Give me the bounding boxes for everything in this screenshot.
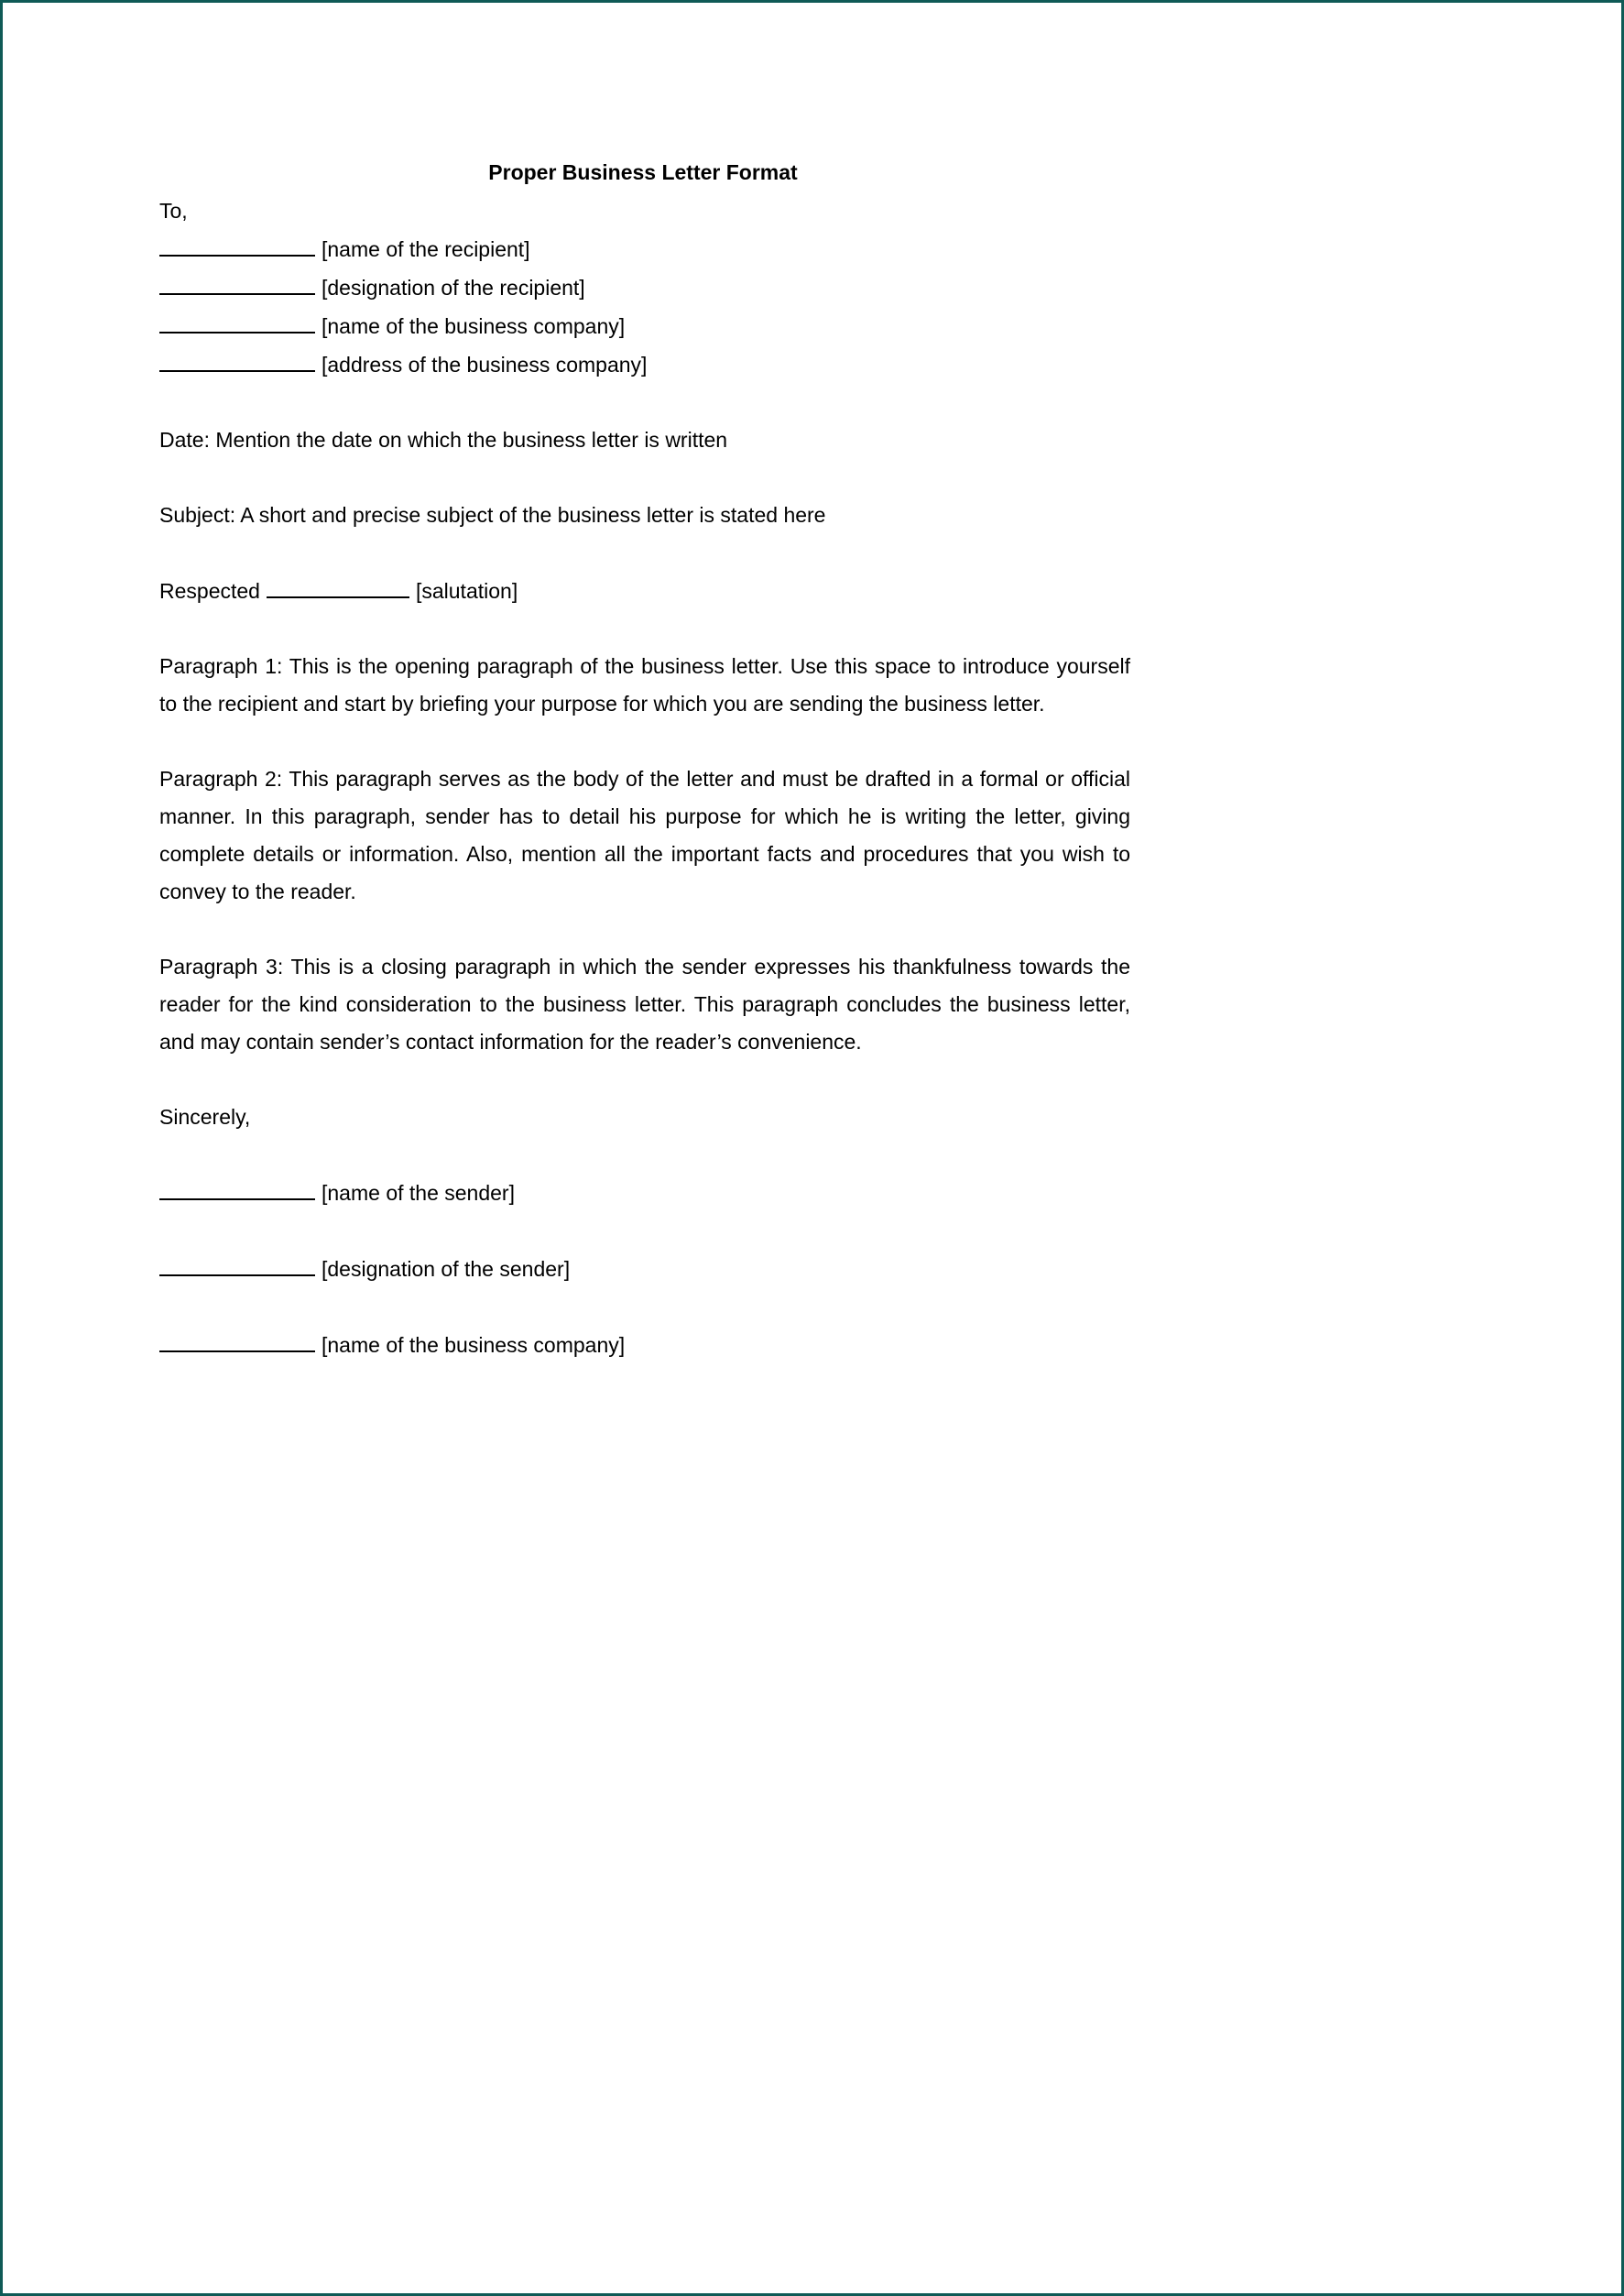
paragraph-1: Paragraph 1: This is the opening paragraph of the business letter. Use this space to introduce yourself to the recipient and start by briefing your purpose for which you are sending the business letter. [159,654,1130,716]
blank-underline [159,345,315,372]
paragraph-3: Paragraph 3: This is a closing paragraph in which the sender expresses his thankfulness towards the reader for the kind consideration to the business letter. This paragraph concludes the business letter, and may contain sender’s contact information for the reader’s convenience. [159,955,1130,1054]
recipient-address-line [159,345,1130,384]
document-title: Proper Business Letter Format [488,160,798,184]
date-line: Date: Mention the date on which the business letter is written [159,428,728,452]
spacer [159,723,1130,760]
recipient-company-placeholder: [name of the business company] [322,314,626,338]
spacer [159,1288,1130,1326]
recipient-name-line [159,230,1130,268]
sender-company-placeholder: [name of the business company] [322,1333,626,1357]
subject-line: Subject: A short and precise subject of the business letter is stated here [159,503,826,527]
recipient-name-placeholder: [name of the recipient] [322,237,530,261]
blank-underline [159,1174,315,1200]
sender-name-placeholder: [name of the sender] [322,1181,515,1205]
recipient-designation-line [159,268,1130,307]
recipient-company-line [159,307,1130,345]
closing-line: Sincerely, [159,1105,251,1129]
spacer [159,459,1130,497]
sender-company-line [159,1326,1130,1364]
salutation-prefix: Respected [159,579,260,603]
salutation-line [159,572,1130,610]
sender-designation-line [159,1250,1130,1288]
paragraph-2: Paragraph 2: This paragraph serves as the body of the letter and must be drafted in a formal or official manner. In this paragraph, sender has to detail his purpose for which he is writing the letter, giving complete details or information. Also, mention all the important facts and procedures that you wish to convey to the reader. [159,767,1130,903]
blank-underline [159,268,315,295]
blank-underline [159,307,315,333]
spacer [159,610,1130,648]
to-label: To, [159,199,188,223]
sender-name-line [159,1174,1130,1212]
spacer [159,384,1130,421]
spacer [159,1212,1130,1250]
recipient-address-placeholder: [address of the business company] [322,353,648,377]
sender-designation-placeholder: [designation of the sender] [322,1257,571,1281]
blank-underline [159,1250,315,1276]
spacer [159,911,1130,948]
spacer [159,1136,1130,1174]
blank-underline [159,230,315,257]
spacer [159,534,1130,572]
letter-body [159,152,1130,1364]
blank-underline [159,1326,315,1352]
salutation-placeholder: [salutation] [415,579,518,603]
blank-underline [267,572,409,598]
recipient-designation-placeholder: [designation of the recipient] [322,276,585,300]
spacer [159,1061,1130,1099]
